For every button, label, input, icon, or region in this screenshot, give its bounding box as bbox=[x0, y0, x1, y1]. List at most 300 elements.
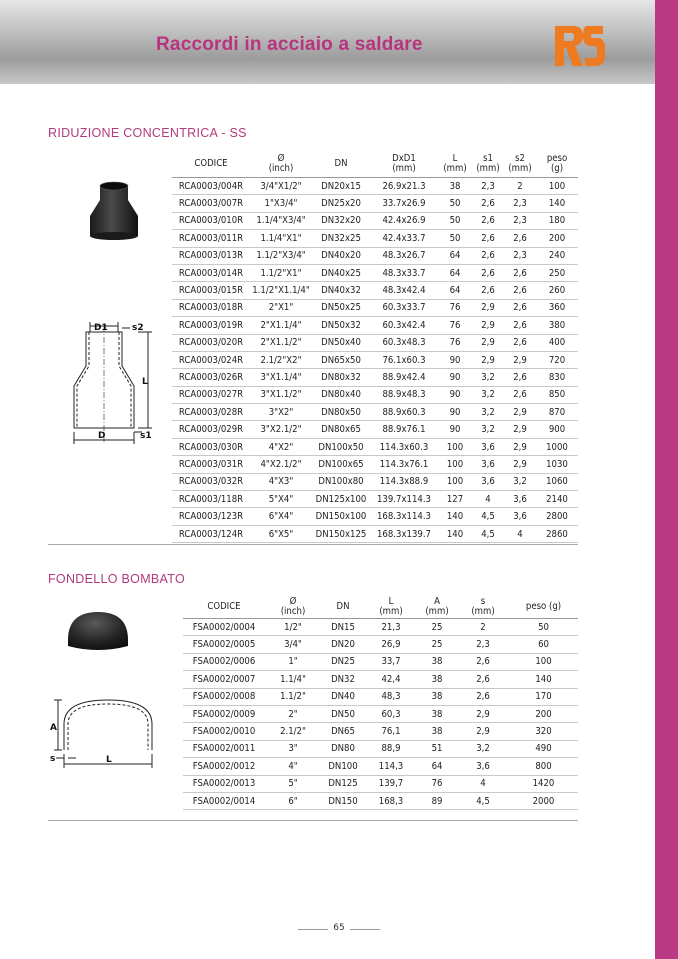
end-cap-photo bbox=[64, 610, 132, 654]
table-cell: 3"X2" bbox=[250, 404, 312, 421]
table-cell: 6"X5" bbox=[250, 525, 312, 542]
column-header-text: (inch) bbox=[268, 162, 294, 174]
table-cell: RCA0003/019R bbox=[172, 317, 250, 334]
table-cell: DN50 bbox=[321, 705, 365, 722]
column-header-text: peso bbox=[546, 152, 568, 164]
table-cell: 2860 bbox=[536, 525, 578, 542]
column-header bbox=[321, 596, 365, 619]
table-cell: 4"X2.1/2" bbox=[250, 456, 312, 473]
table-cell: 6"X4" bbox=[250, 508, 312, 525]
table-row bbox=[172, 421, 578, 438]
table-cell: RCA0003/010R bbox=[172, 212, 250, 229]
table-cell: 88.9x42.4 bbox=[370, 369, 438, 386]
table-cell: 76,1 bbox=[365, 723, 417, 740]
table-cell: 2,6 bbox=[504, 334, 536, 351]
diagram-label-l: L bbox=[142, 377, 148, 387]
table-cell: RCA0003/004R bbox=[172, 178, 250, 195]
table-cell: 2,6 bbox=[472, 282, 504, 299]
table-cell: 4 bbox=[472, 491, 504, 508]
table-cell: 2,3 bbox=[457, 636, 509, 653]
table-cell: 25 bbox=[417, 636, 457, 653]
table-cell: 48.3x42.4 bbox=[370, 282, 438, 299]
table-row bbox=[172, 230, 578, 247]
table-cell: DN100x80 bbox=[312, 473, 370, 490]
column-header bbox=[172, 150, 250, 178]
table-cell: DN25 bbox=[321, 653, 365, 670]
table-row bbox=[172, 386, 578, 403]
table-cell: 170 bbox=[509, 688, 578, 705]
brand-logo bbox=[551, 22, 607, 70]
table-row bbox=[172, 195, 578, 212]
column-header bbox=[417, 596, 457, 619]
table-cell: 3,2 bbox=[472, 386, 504, 403]
table-cell: 2,6 bbox=[504, 264, 536, 281]
column-header-text: DN bbox=[336, 601, 350, 612]
section-title-riduzione: RIDUZIONE CONCENTRICA - SS bbox=[48, 126, 247, 140]
column-header-text: (mm) bbox=[379, 606, 403, 617]
table-cell: 2000 bbox=[509, 792, 578, 809]
table-cell: RCA0003/024R bbox=[172, 351, 250, 368]
diagram-label-s1: s1 bbox=[140, 431, 152, 441]
table-cell: RCA0003/030R bbox=[172, 438, 250, 455]
table-cell: 870 bbox=[536, 404, 578, 421]
table-cell: 2,6 bbox=[472, 195, 504, 212]
table-cell: DN20x15 bbox=[312, 178, 370, 195]
column-header-text: A bbox=[434, 596, 440, 607]
table-cell: DN40 bbox=[321, 688, 365, 705]
table-cell: 1.1/4"X3/4" bbox=[250, 212, 312, 229]
table-cell: 50 bbox=[509, 619, 578, 636]
table-row bbox=[172, 299, 578, 316]
table-cell: RCA0003/011R bbox=[172, 230, 250, 247]
table-cell: 1.1/4"X1" bbox=[250, 230, 312, 247]
table-cell: 76 bbox=[438, 317, 472, 334]
column-header-text: (mm) bbox=[471, 606, 495, 617]
table-cell: 48.3x26.7 bbox=[370, 247, 438, 264]
table-row bbox=[172, 282, 578, 299]
table-cell: 490 bbox=[509, 740, 578, 757]
page-number-line-right bbox=[350, 929, 380, 930]
table-cell: 3,2 bbox=[457, 740, 509, 757]
section-divider-bottom bbox=[48, 820, 578, 821]
table-cell: 168,3 bbox=[365, 792, 417, 809]
table-cell: 64 bbox=[438, 264, 472, 281]
table-row bbox=[183, 671, 578, 688]
table-cell: DN50x25 bbox=[312, 299, 370, 316]
diagram-label-a: A bbox=[50, 723, 57, 733]
table-cell: DN40x25 bbox=[312, 264, 370, 281]
table-cell: 50 bbox=[438, 212, 472, 229]
table-cell: 4"X3" bbox=[250, 473, 312, 490]
table-cell: 1.1/2" bbox=[265, 688, 321, 705]
table-cell: DN50x40 bbox=[312, 334, 370, 351]
table-cell: 850 bbox=[536, 386, 578, 403]
table-cell: 38 bbox=[438, 178, 472, 195]
table-cell: 114.3x76.1 bbox=[370, 456, 438, 473]
table-cell: 3"X1.1/4" bbox=[250, 369, 312, 386]
table-cell: 42.4x26.9 bbox=[370, 212, 438, 229]
table-cell: 114.3x88.9 bbox=[370, 473, 438, 490]
table-cell: 1060 bbox=[536, 473, 578, 490]
column-header-text: (mm) bbox=[425, 606, 449, 617]
table-cell: FSA0002/0010 bbox=[183, 723, 265, 740]
table-cell: FSA0002/0014 bbox=[183, 792, 265, 809]
table-cell: 1.1/2"X1" bbox=[250, 264, 312, 281]
column-header bbox=[250, 150, 312, 178]
table-cell: 2,6 bbox=[504, 369, 536, 386]
page-number: 65 bbox=[333, 923, 345, 933]
column-header-text: CODICE bbox=[207, 601, 241, 612]
table-cell: 100 bbox=[536, 178, 578, 195]
table-row bbox=[183, 723, 578, 740]
table-cell: 2,6 bbox=[457, 688, 509, 705]
table-cell: 3,2 bbox=[472, 369, 504, 386]
table-cell: DN80 bbox=[321, 740, 365, 757]
table-cell: RCA0003/123R bbox=[172, 508, 250, 525]
end-cap-table bbox=[183, 596, 578, 810]
column-header-text: (mm) bbox=[476, 162, 500, 174]
table-cell: 90 bbox=[438, 369, 472, 386]
table-cell: DN80x50 bbox=[312, 404, 370, 421]
table-cell: FSA0002/0013 bbox=[183, 775, 265, 792]
table-cell: 260 bbox=[536, 282, 578, 299]
table-cell: RCA0003/029R bbox=[172, 421, 250, 438]
table-cell: 21,3 bbox=[365, 619, 417, 636]
table-row bbox=[172, 369, 578, 386]
table-cell: 90 bbox=[438, 421, 472, 438]
table-row bbox=[172, 525, 578, 542]
table-cell: RCA0003/028R bbox=[172, 404, 250, 421]
table-cell: 1.1/2"X1.1/4" bbox=[250, 282, 312, 299]
column-header bbox=[370, 150, 438, 178]
table-cell: RCA0003/032R bbox=[172, 473, 250, 490]
diagram-label-s: s bbox=[50, 754, 56, 764]
table-cell: 2,6 bbox=[457, 653, 509, 670]
table-cell: 2,6 bbox=[504, 299, 536, 316]
table-cell: 1000 bbox=[536, 438, 578, 455]
table-cell: FSA0002/0009 bbox=[183, 705, 265, 722]
table-cell: 76.1x60.3 bbox=[370, 351, 438, 368]
table-cell: 2,9 bbox=[504, 456, 536, 473]
table-cell: 25 bbox=[417, 619, 457, 636]
table-cell: DN32x20 bbox=[312, 212, 370, 229]
table-cell: 2"X1.1/4" bbox=[250, 317, 312, 334]
table-row bbox=[172, 438, 578, 455]
table-cell: 88.9x76.1 bbox=[370, 421, 438, 438]
table-cell: DN80x65 bbox=[312, 421, 370, 438]
table-cell: DN25x20 bbox=[312, 195, 370, 212]
column-header bbox=[472, 150, 504, 178]
table-cell: 100 bbox=[438, 438, 472, 455]
table-cell: RCA0003/018R bbox=[172, 299, 250, 316]
table-row bbox=[172, 334, 578, 351]
table-cell: 2" bbox=[265, 705, 321, 722]
table-cell: 90 bbox=[438, 386, 472, 403]
table-cell: 3"X1.1/2" bbox=[250, 386, 312, 403]
table-cell: 800 bbox=[509, 758, 578, 775]
table-cell: 2,9 bbox=[472, 351, 504, 368]
table-cell: 89 bbox=[417, 792, 457, 809]
table-row bbox=[172, 351, 578, 368]
table-cell: DN32x25 bbox=[312, 230, 370, 247]
table-row bbox=[172, 317, 578, 334]
table-cell: 4,5 bbox=[472, 508, 504, 525]
table-cell: FSA0002/0011 bbox=[183, 740, 265, 757]
table-row bbox=[172, 212, 578, 229]
table-cell: 90 bbox=[438, 404, 472, 421]
table-cell: DN125x100 bbox=[312, 491, 370, 508]
table-cell: 60.3x42.4 bbox=[370, 317, 438, 334]
table-cell: 114.3x60.3 bbox=[370, 438, 438, 455]
end-cap-table-header bbox=[183, 596, 578, 619]
table-cell: 200 bbox=[509, 705, 578, 722]
table-cell: 60.3x33.7 bbox=[370, 299, 438, 316]
table-cell: FSA0002/0005 bbox=[183, 636, 265, 653]
table-cell: DN125 bbox=[321, 775, 365, 792]
table-cell: RCA0003/020R bbox=[172, 334, 250, 351]
table-row bbox=[183, 740, 578, 757]
table-cell: DN100 bbox=[321, 758, 365, 775]
table-cell: 2,9 bbox=[472, 334, 504, 351]
table-cell: 3,6 bbox=[457, 758, 509, 775]
table-cell: 90 bbox=[438, 351, 472, 368]
table-cell: 33.7x26.9 bbox=[370, 195, 438, 212]
column-header bbox=[183, 596, 265, 619]
table-cell: 2800 bbox=[536, 508, 578, 525]
column-header-text: (g) bbox=[550, 162, 564, 174]
table-cell: 2,9 bbox=[457, 723, 509, 740]
column-header bbox=[265, 596, 321, 619]
section-divider bbox=[48, 544, 578, 545]
table-cell: 2,6 bbox=[472, 247, 504, 264]
table-cell: 2 bbox=[457, 619, 509, 636]
table-cell: 3/4"X1/2" bbox=[250, 178, 312, 195]
table-cell: 51 bbox=[417, 740, 457, 757]
table-cell: DN65 bbox=[321, 723, 365, 740]
table-cell: DN40x20 bbox=[312, 247, 370, 264]
table-cell: 38 bbox=[417, 653, 457, 670]
table-cell: DN20 bbox=[321, 636, 365, 653]
table-row bbox=[172, 473, 578, 490]
column-header bbox=[509, 596, 578, 619]
table-cell: DN65x50 bbox=[312, 351, 370, 368]
table-row bbox=[172, 456, 578, 473]
page-header bbox=[0, 0, 655, 84]
table-cell: 1.1/2"X3/4" bbox=[250, 247, 312, 264]
table-cell: 3,6 bbox=[504, 491, 536, 508]
column-header-text: L bbox=[452, 152, 458, 164]
table-cell: DN100x50 bbox=[312, 438, 370, 455]
table-cell: RCA0003/014R bbox=[172, 264, 250, 281]
table-cell: 26.9x21.3 bbox=[370, 178, 438, 195]
table-cell: 4,5 bbox=[457, 792, 509, 809]
table-cell: 2,6 bbox=[504, 386, 536, 403]
column-header-text: (inch) bbox=[280, 606, 306, 617]
table-cell: 2,6 bbox=[472, 230, 504, 247]
table-cell: 2,9 bbox=[457, 705, 509, 722]
table-cell: RCA0003/027R bbox=[172, 386, 250, 403]
table-cell: RCA0003/118R bbox=[172, 491, 250, 508]
table-cell: 76 bbox=[417, 775, 457, 792]
table-cell: 60,3 bbox=[365, 705, 417, 722]
table-cell: FSA0002/0012 bbox=[183, 758, 265, 775]
table-cell: 100 bbox=[438, 473, 472, 490]
table-cell: 2,9 bbox=[472, 317, 504, 334]
table-cell: 2,9 bbox=[504, 421, 536, 438]
table-cell: 3,2 bbox=[504, 473, 536, 490]
table-cell: 2,9 bbox=[504, 404, 536, 421]
table-cell: DN80x40 bbox=[312, 386, 370, 403]
table-cell: 2,9 bbox=[504, 438, 536, 455]
diagram-label-s2: s2 bbox=[132, 323, 144, 333]
table-cell: 3,2 bbox=[472, 421, 504, 438]
table-cell: 240 bbox=[536, 247, 578, 264]
table-row bbox=[172, 247, 578, 264]
table-row bbox=[183, 636, 578, 653]
table-cell: 139,7 bbox=[365, 775, 417, 792]
table-cell: 3,6 bbox=[472, 438, 504, 455]
column-header-text: Ø bbox=[277, 152, 285, 164]
table-cell: RCA0003/026R bbox=[172, 369, 250, 386]
table-cell: 42.4x33.7 bbox=[370, 230, 438, 247]
table-cell: 76 bbox=[438, 299, 472, 316]
table-cell: RCA0003/124R bbox=[172, 525, 250, 542]
table-cell: 4 bbox=[457, 775, 509, 792]
table-cell: 1" bbox=[265, 653, 321, 670]
table-cell: 42,4 bbox=[365, 671, 417, 688]
table-cell: 4"X2" bbox=[250, 438, 312, 455]
table-cell: RCA0003/015R bbox=[172, 282, 250, 299]
column-header-text: (mm) bbox=[392, 162, 416, 174]
table-cell: 2,6 bbox=[472, 264, 504, 281]
column-header-text: s1 bbox=[483, 152, 493, 164]
table-row bbox=[183, 705, 578, 722]
table-cell: 2.1/2"X2" bbox=[250, 351, 312, 368]
table-cell: 2,6 bbox=[504, 230, 536, 247]
table-cell: DN32 bbox=[321, 671, 365, 688]
table-cell: 114,3 bbox=[365, 758, 417, 775]
table-cell: 2,9 bbox=[472, 299, 504, 316]
side-color-bar bbox=[655, 0, 678, 959]
table-cell: 720 bbox=[536, 351, 578, 368]
column-header-text: DxD1 bbox=[392, 152, 416, 164]
column-header-text: peso (g) bbox=[525, 601, 562, 612]
table-cell: 4 bbox=[504, 525, 536, 542]
table-cell: DN150 bbox=[321, 792, 365, 809]
table-cell: 1420 bbox=[509, 775, 578, 792]
column-header-text: L bbox=[388, 596, 394, 607]
table-cell: 64 bbox=[438, 247, 472, 264]
table-cell: 380 bbox=[536, 317, 578, 334]
table-cell: DN150x100 bbox=[312, 508, 370, 525]
table-cell: 900 bbox=[536, 421, 578, 438]
table-cell: 2"X1.1/2" bbox=[250, 334, 312, 351]
table-cell: 1/2" bbox=[265, 619, 321, 636]
section-title-fondello: FONDELLO BOMBATO bbox=[48, 572, 186, 586]
table-row bbox=[172, 404, 578, 421]
table-cell: FSA0002/0006 bbox=[183, 653, 265, 670]
table-row bbox=[172, 508, 578, 525]
table-row bbox=[172, 491, 578, 508]
table-cell: 60.3x48.3 bbox=[370, 334, 438, 351]
table-cell: 3" bbox=[265, 740, 321, 757]
table-row bbox=[183, 653, 578, 670]
reducer-diagram bbox=[52, 318, 162, 448]
table-cell: 3,6 bbox=[472, 473, 504, 490]
table-cell: 2,3 bbox=[504, 195, 536, 212]
reducer-table-header bbox=[172, 150, 578, 178]
table-cell: 360 bbox=[536, 299, 578, 316]
table-cell: 88,9 bbox=[365, 740, 417, 757]
column-header bbox=[504, 150, 536, 178]
table-cell: 200 bbox=[536, 230, 578, 247]
column-header bbox=[312, 150, 370, 178]
table-cell: DN150x125 bbox=[312, 525, 370, 542]
table-cell: 48.3x33.7 bbox=[370, 264, 438, 281]
end-cap-diagram bbox=[48, 694, 168, 774]
table-row bbox=[172, 178, 578, 195]
column-header-text: s bbox=[480, 596, 486, 607]
table-cell: 1030 bbox=[536, 456, 578, 473]
table-cell: 168.3x139.7 bbox=[370, 525, 438, 542]
table-cell: 1.1/4" bbox=[265, 671, 321, 688]
table-cell: FSA0002/0004 bbox=[183, 619, 265, 636]
table-cell: RCA0003/007R bbox=[172, 195, 250, 212]
table-cell: 250 bbox=[536, 264, 578, 281]
table-cell: 2140 bbox=[536, 491, 578, 508]
table-cell: 2.1/2" bbox=[265, 723, 321, 740]
table-cell: 38 bbox=[417, 705, 457, 722]
reducer-photo bbox=[86, 180, 142, 242]
table-cell: 2,6 bbox=[504, 282, 536, 299]
table-cell: 88.9x48.3 bbox=[370, 386, 438, 403]
table-cell: 4" bbox=[265, 758, 321, 775]
table-cell: 2 bbox=[504, 178, 536, 195]
table-cell: 64 bbox=[438, 282, 472, 299]
column-header bbox=[365, 596, 417, 619]
table-cell: 3,6 bbox=[504, 508, 536, 525]
table-cell: 3,6 bbox=[472, 456, 504, 473]
table-cell: 76 bbox=[438, 334, 472, 351]
table-cell: FSA0002/0007 bbox=[183, 671, 265, 688]
table-row bbox=[183, 758, 578, 775]
table-row bbox=[183, 775, 578, 792]
table-cell: 2,3 bbox=[472, 178, 504, 195]
column-header-text: s2 bbox=[515, 152, 525, 164]
table-cell: 60 bbox=[509, 636, 578, 653]
table-cell: 38 bbox=[417, 688, 457, 705]
column-header-text: (mm) bbox=[443, 162, 467, 174]
table-cell: 1"X3/4" bbox=[250, 195, 312, 212]
table-cell: 3"X2.1/2" bbox=[250, 421, 312, 438]
table-cell: DN80x32 bbox=[312, 369, 370, 386]
table-cell: FSA0002/0008 bbox=[183, 688, 265, 705]
table-cell: 3,2 bbox=[472, 404, 504, 421]
column-header-text: (mm) bbox=[508, 162, 532, 174]
table-cell: 5" bbox=[265, 775, 321, 792]
table-cell: 3/4" bbox=[265, 636, 321, 653]
column-header-text: CODICE bbox=[194, 157, 228, 169]
table-cell: DN100x65 bbox=[312, 456, 370, 473]
column-header bbox=[438, 150, 472, 178]
table-cell: 2,3 bbox=[504, 212, 536, 229]
table-cell: 320 bbox=[509, 723, 578, 740]
table-cell: 168.3x114.3 bbox=[370, 508, 438, 525]
table-cell: DN40x32 bbox=[312, 282, 370, 299]
table-row bbox=[183, 688, 578, 705]
table-cell: 2,9 bbox=[504, 351, 536, 368]
column-header bbox=[457, 596, 509, 619]
